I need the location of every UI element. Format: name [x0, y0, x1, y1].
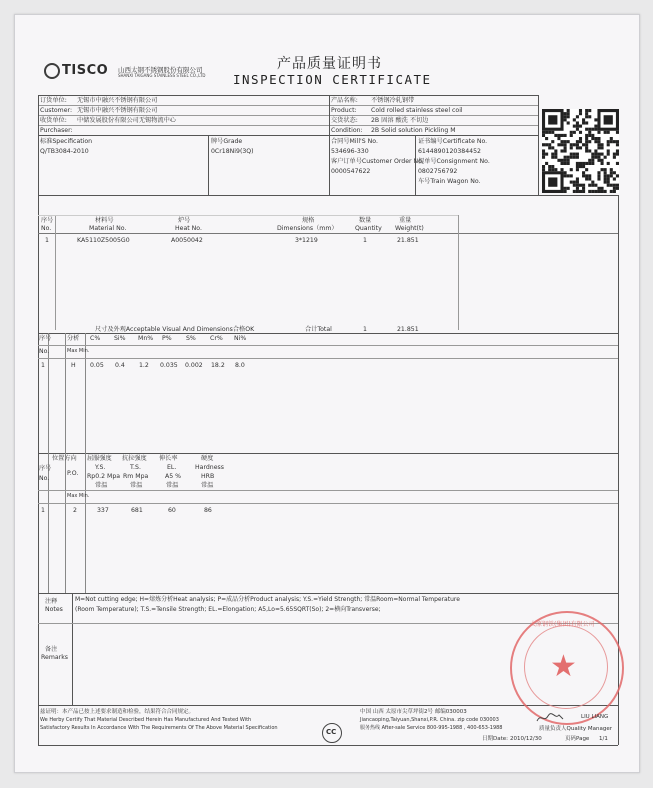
mech-row-pos: 2: [73, 507, 77, 514]
remarks-label-cn: 备注: [45, 646, 58, 653]
order-label: 客户订单号Customer Order No.: [331, 158, 424, 165]
mech-hd-cn: 硬度: [201, 455, 214, 462]
mech-seq-en: No.: [39, 475, 50, 482]
grade-label: 牌号Grade: [211, 138, 243, 145]
title-en: INSPECTION CERTIFICATE: [233, 72, 432, 87]
train-label: 车号Train Wagon No.: [418, 178, 481, 185]
chem-val-cr: 18.2: [211, 362, 225, 369]
cert-value: 6144890120384452: [418, 148, 481, 155]
col-dim: 规格: [302, 217, 315, 224]
certification-mark-icon: CC: [322, 723, 342, 743]
chem-val-c: 0.05: [90, 362, 104, 369]
chem-val-p: 0.035: [160, 362, 178, 369]
material-row-weight: 21.851: [397, 237, 419, 244]
material-row-heat: A0050042: [171, 237, 203, 244]
mills-label: 合同号Mill'S No.: [331, 138, 378, 145]
chem-seq-label: 序号: [39, 335, 52, 342]
chem-el-c: C%: [90, 335, 101, 342]
purchaser-label-en: Purchaser:: [40, 127, 73, 134]
mech-seq-label: 序号: [39, 465, 52, 472]
mech-pos-en: P.O.: [67, 470, 79, 477]
condition-label-en: Condition:: [331, 127, 363, 134]
chem-maxmin: Max Min.: [67, 348, 90, 354]
chem-el-cr: Cr%: [210, 335, 223, 342]
customer-label-cn: 订货单位:: [40, 97, 67, 104]
purchaser-label-cn: 收货单位:: [40, 117, 67, 124]
date-label: 日期Date:: [482, 736, 508, 742]
mills-value: 534696-330: [331, 148, 369, 155]
total-weight: 21.851: [397, 326, 419, 333]
certificate-page: [14, 14, 640, 773]
mech-el-temp: 常温: [166, 482, 179, 489]
mech-el-unit: A5 %: [165, 473, 182, 480]
company-name-en: SHANXI TAIGANG STAINLESS STEEL CO.,LTD: [118, 73, 206, 78]
chem-analysis-label: 分析: [67, 335, 80, 342]
col-qty: 数量: [359, 217, 372, 224]
address-en: Jiancaoping,Taiyuan,Shanxi,P.R. China. zip code 030003: [360, 717, 499, 723]
qm-label: 质量负责人Quality Manager: [539, 726, 613, 732]
mech-hd-en: Hardness: [195, 464, 224, 471]
mech-maxmin: Max Min.: [67, 493, 90, 499]
page-label: 页码Page: [565, 736, 590, 742]
mech-el-en: EL.: [167, 464, 177, 471]
cert-label: 证书编号Certificate No.: [418, 138, 488, 145]
chem-el-mn: Mn%: [138, 335, 154, 342]
product-value-en: Cold rolled stainless steel coil: [371, 107, 463, 114]
condition-value-en: 2B Solid solution Pickling M: [371, 127, 456, 134]
mech-ys-en: Y.S.: [95, 464, 106, 471]
notes-label-cn: 注释: [45, 598, 58, 605]
logo-text: TISCO: [62, 63, 109, 78]
customer-value: 无锡市中融兴不锈钢有限公司: [77, 97, 158, 104]
mech-ys-unit: Rp0.2 Mpa: [87, 473, 121, 480]
address-cn: 中国 山西 太原市尖草坪街2号 邮编030003: [360, 709, 467, 715]
mech-ts-cn: 抗拉强度: [122, 455, 147, 462]
purchaser-value: 中储发展股份有限公司无锡物流中心: [77, 117, 176, 124]
total-qty: 1: [363, 326, 367, 333]
signer-name: LIU LIANG: [581, 714, 609, 720]
company-seal: ★ 太原钢铁(集团)有限公司: [510, 611, 624, 725]
mech-row-hd: 86: [204, 507, 212, 514]
chem-val-mn: 1.2: [139, 362, 149, 369]
tisco-logo-icon: [44, 63, 60, 79]
consign-label: 提单号Consignment No.: [418, 158, 490, 165]
col-heat-en: Heat No.: [175, 225, 202, 232]
col-seq: 序号: [41, 217, 54, 224]
col-qty-en: Quantity: [355, 225, 382, 232]
col-weight-en: Weight(t): [395, 225, 424, 232]
chem-el-ni: Ni%: [234, 335, 247, 342]
product-value-cn: 不锈钢冷轧钢带: [371, 97, 415, 104]
condition-label-cn: 交货状态:: [331, 117, 358, 124]
mech-ts-temp: 常温: [130, 482, 143, 489]
mech-ts-en: T.S.: [130, 464, 141, 471]
chem-el-s: S%: [186, 335, 196, 342]
remarks-label-en: Remarks: [41, 654, 68, 661]
material-row-seq: 1: [45, 237, 49, 244]
grade-value: 0Cr18Ni9(3Q): [211, 148, 254, 155]
customer-label-en: Customer:: [40, 107, 73, 114]
chem-row-seq: 1: [41, 362, 45, 369]
notes-label-en: Notes: [45, 606, 63, 613]
chem-val-ni: 8.0: [235, 362, 245, 369]
mech-el-cn: 伸长率: [159, 455, 178, 462]
condition-value-cn: 2B 固溶 酸洗 不切边: [371, 117, 429, 124]
spec-value: Q/TB3084-2010: [40, 148, 89, 155]
mech-row-seq: 1: [41, 507, 45, 514]
chem-seq-en: No.: [39, 348, 50, 355]
product-label-en: Product:: [331, 107, 357, 114]
chem-val-s: 0.002: [185, 362, 203, 369]
material-row-material: KA5110Z5005G0: [77, 237, 130, 244]
customer-value-en: 无锡市中融兴不锈钢有限公司: [77, 107, 158, 114]
title-cn: 产品质量证明书: [277, 56, 382, 72]
service-line: 服务热线 After-sale Service 800-995-1988 , 400-653-1988: [360, 725, 503, 731]
star-icon: ★: [550, 649, 577, 684]
total-label: 合计Total: [305, 326, 332, 333]
col-weight: 重量: [399, 217, 412, 224]
mech-row-ts: 681: [131, 507, 143, 514]
mech-row-el: 60: [168, 507, 176, 514]
col-material-en: Material No.: [89, 225, 127, 232]
product-label-cn: 产品名称:: [331, 97, 358, 104]
mech-ys-cn: 屈服强度: [87, 455, 112, 462]
mech-ts-unit: Rm Mpa: [123, 473, 149, 480]
page-value: 1/1: [599, 736, 608, 742]
col-dim-en: Dimensions（mm）: [277, 225, 338, 232]
company-name-cn: 山西太钢不锈钢股份有限公司: [118, 66, 203, 74]
visual-note: 尺寸及外观Acceptable Visual And Dimensions合格OK: [95, 326, 255, 333]
notes-line1: M=Not cutting edge; H=熔炼分析Heat analysis; P=成品分析Product analysis; Y.S.=Yield Strength; 常温Room=Normal Temperature: [75, 596, 460, 603]
mech-hd-unit: HRB: [201, 473, 215, 480]
qr-code-icon: [542, 109, 619, 193]
spec-label: 标准Specification: [40, 138, 93, 145]
chem-el-si: Si%: [114, 335, 126, 342]
material-row-dim: 3*1219: [295, 237, 318, 244]
mech-ys-temp: 常温: [95, 482, 108, 489]
consign-value: 0802756792: [418, 168, 458, 175]
certify-cn: 兹证明：本产品已按上述要求制造和检验，结果符合合同规定。: [40, 709, 195, 715]
mech-row-ys: 337: [97, 507, 109, 514]
col-material: 材料号: [95, 217, 114, 224]
chem-row-type: H: [71, 362, 76, 369]
order-value: 0000547622: [331, 168, 371, 175]
mech-pos-label: 位置方向: [52, 455, 77, 462]
col-heat: 炉号: [178, 217, 191, 224]
chem-el-p: P%: [162, 335, 172, 342]
date-value: 2010/12/30: [510, 736, 542, 742]
notes-line2: (Room Temperature); T.S.=Tensile Strength; EL.=Elongation; A5,Lo=5.65SQRT(So); 2=横向Transverse;: [75, 606, 381, 613]
mech-hd-temp: 常温: [201, 482, 214, 489]
col-seq-en: No.: [41, 225, 52, 232]
chem-val-si: 0.4: [115, 362, 125, 369]
signature-icon: [535, 711, 565, 725]
certify-en1: We Herby Certify That Material Described Herein Has Manufactured And Tested With: [40, 717, 252, 723]
certify-en2: Satisfactory Results In Accordance With The Requirements Of The Above Material Specification: [40, 725, 278, 731]
material-row-qty: 1: [363, 237, 367, 244]
